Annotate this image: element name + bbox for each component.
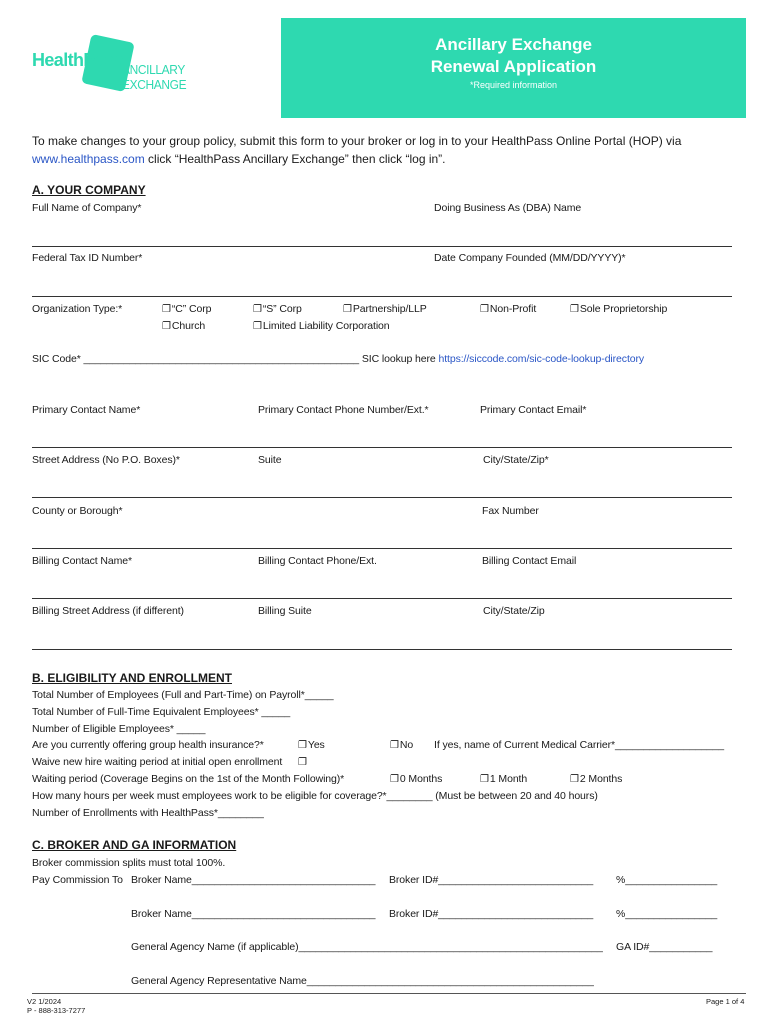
org-option-non-profit[interactable] [480,303,536,315]
org-option-sole-proprietorship[interactable] [570,303,667,315]
org-type-label: Organization Type:* [32,303,123,315]
broker-percent-1[interactable]: %________________ [616,874,718,886]
offering-yes[interactable] [298,739,325,751]
ga-name[interactable]: General Agency Name (if applicable)_____________________________________________________ [131,941,603,953]
checkbox-icon: ❐ [343,304,352,315]
date-founded-label: Date Company Founded (MM/DD/YYYY)* [434,252,626,264]
fax-label: Fax Number [482,505,539,517]
billing-contact-field[interactable] [32,598,732,599]
logo-sub-label: ANCILLARY EXCHANGE [122,62,187,92]
footer-version: V2 1/2024 [27,997,62,1006]
org-option-c-corp[interactable] [162,303,211,315]
header-banner [281,18,746,118]
logo [30,30,240,90]
enrollments-label[interactable]: Number of Enrollments with HealthPass*________ [32,807,264,819]
checkbox-icon: ❐ [298,757,307,768]
footer-phone: P - 888-313-7277 [27,1006,86,1015]
checkbox-icon: ❐ [480,774,489,785]
required-note: *Required information [469,80,558,90]
county-field[interactable] [32,548,732,549]
offering-no[interactable] [390,739,413,751]
checkbox-icon: ❐ [253,304,262,315]
option-label: 1 Month [489,773,528,785]
broker-name-2[interactable]: Broker Name________________________________ [131,908,376,920]
suite-label: Suite [258,454,282,466]
billing-suite-label: Billing Suite [258,605,312,617]
footer-page: Page 1 of 4 [706,997,745,1006]
billing-street-field[interactable] [32,649,732,650]
primary-contact-email-label: Primary Contact Email* [480,404,587,416]
primary-contact-name-label: Primary Contact Name* [32,404,141,416]
tax-id-field[interactable] [32,296,732,297]
sic-lookup-link[interactable]: https://siccode.com/sic-code-lookup-directory [438,353,645,365]
checkbox-icon: ❐ [390,740,399,751]
ga-rep[interactable]: General Agency Representative Name__________________________________________________ [131,975,594,987]
tax-id-label: Federal Tax ID Number* [32,252,143,264]
primary-contact-field[interactable] [32,447,732,448]
option-label: 2 Months [579,773,623,785]
waiting-label: Waiting period (Coverage Begins on the 1st of the Month Following)* [32,773,345,785]
option-label: Yes [307,739,325,751]
header-title-line2: Renewal Application [430,57,597,76]
ga-id[interactable]: GA ID#___________ [616,941,713,953]
sic-code-label: SIC Code* ________________________________________________ SIC lookup here [32,353,436,365]
checkbox-icon: ❐ [162,304,171,315]
hours-label[interactable]: How many hours per week must employees work to be eligible for coverage?*________ (Must be between 20 and 40 hours) [32,790,598,802]
option-label: No [399,739,414,751]
intro-text-2: click “HealthPass Ancillary Exchange” then click “log in”. [144,152,446,166]
footer-left [27,997,85,1015]
street-address-field[interactable] [32,497,732,498]
billing-name-label: Billing Contact Name* [32,555,133,567]
org-option-church[interactable] [162,320,205,332]
carrier-label[interactable]: If yes, name of Current Medical Carrier*___________________ [434,739,725,751]
broker-id-1[interactable]: Broker ID#___________________________ [389,874,594,886]
checkbox-icon: ❐ [298,740,307,751]
header-title-line1: Ancillary Exchange [435,35,592,54]
dba-label: Doing Business As (DBA) Name [434,202,582,214]
sic-code-row [32,353,644,365]
street-address-label: Street Address (No P.O. Boxes)* [32,454,180,466]
waiting-1-month[interactable] [480,773,527,785]
full-name-label: Full Name of Company* [32,202,142,214]
broker-name-1[interactable]: Broker Name________________________________ [131,874,376,886]
option-label: “C” Corp [171,303,212,315]
footer-divider [32,993,746,994]
county-label: County or Borough* [32,505,123,517]
splits-note: Broker commission splits must total 100%. [32,857,226,869]
org-option-llc[interactable] [253,320,390,332]
option-label: 0 Months [399,773,443,785]
org-option-partnership[interactable] [343,303,427,315]
org-option-s-corp[interactable] [253,303,302,315]
checkbox-icon: ❐ [570,774,579,785]
checkbox-icon: ❐ [162,321,171,332]
city-state-zip-label: City/State/Zip* [483,454,549,466]
option-label: Limited Liability Corporation [262,320,390,332]
option-label: Sole Proprietorship [579,303,668,315]
intro-text [32,132,737,168]
waiting-0-months[interactable] [390,773,442,785]
fte-label[interactable]: Total Number of Full-Time Equivalent Employees* _____ [32,706,291,718]
section-c-title: C. BROKER AND GA INFORMATION [32,838,237,852]
eligible-label[interactable]: Number of Eligible Employees* _____ [32,723,206,735]
waive-checkbox[interactable] [298,756,308,768]
option-label: Partnership/LLP [352,303,427,315]
primary-contact-phone-label: Primary Contact Phone Number/Ext.* [258,404,429,416]
billing-phone-label: Billing Contact Phone/Ext. [258,555,377,567]
checkbox-icon: ❐ [480,304,489,315]
waiting-2-months[interactable] [570,773,622,785]
billing-city-label: City/State/Zip [483,605,545,617]
checkbox-icon: ❐ [253,321,262,332]
offering-label: Are you currently offering group health insurance?* [32,739,264,751]
logo-brand: HealthPass [32,50,124,70]
broker-id-2[interactable]: Broker ID#___________________________ [389,908,594,920]
checkbox-icon: ❐ [390,774,399,785]
broker-percent-2[interactable]: %________________ [616,908,718,920]
option-label: Non-Profit [489,303,537,315]
waive-label: Waive new hire waiting period at initial open enrollment [32,756,283,768]
option-label: Church [171,320,206,332]
billing-street-label: Billing Street Address (if different) [32,605,184,617]
section-a-title: A. YOUR COMPANY [32,183,146,197]
healthpass-link[interactable]: www.healthpass.com [32,152,145,166]
billing-email-label: Billing Contact Email [482,555,577,567]
full-name-field[interactable] [32,246,732,247]
section-b-title: B. ELIGIBILITY AND ENROLLMENT [32,671,232,685]
pay-to-label: Pay Commission To [32,874,123,886]
checkbox-icon: ❐ [570,304,579,315]
option-label: “S” Corp [262,303,302,315]
total-employees-label[interactable]: Total Number of Employees (Full and Part-Time) on Payroll*_____ [32,689,334,701]
intro-text-1: To make changes to your group policy, submit this form to your broker or log in to your HealthPass Online Portal (HOP) via [32,134,682,148]
